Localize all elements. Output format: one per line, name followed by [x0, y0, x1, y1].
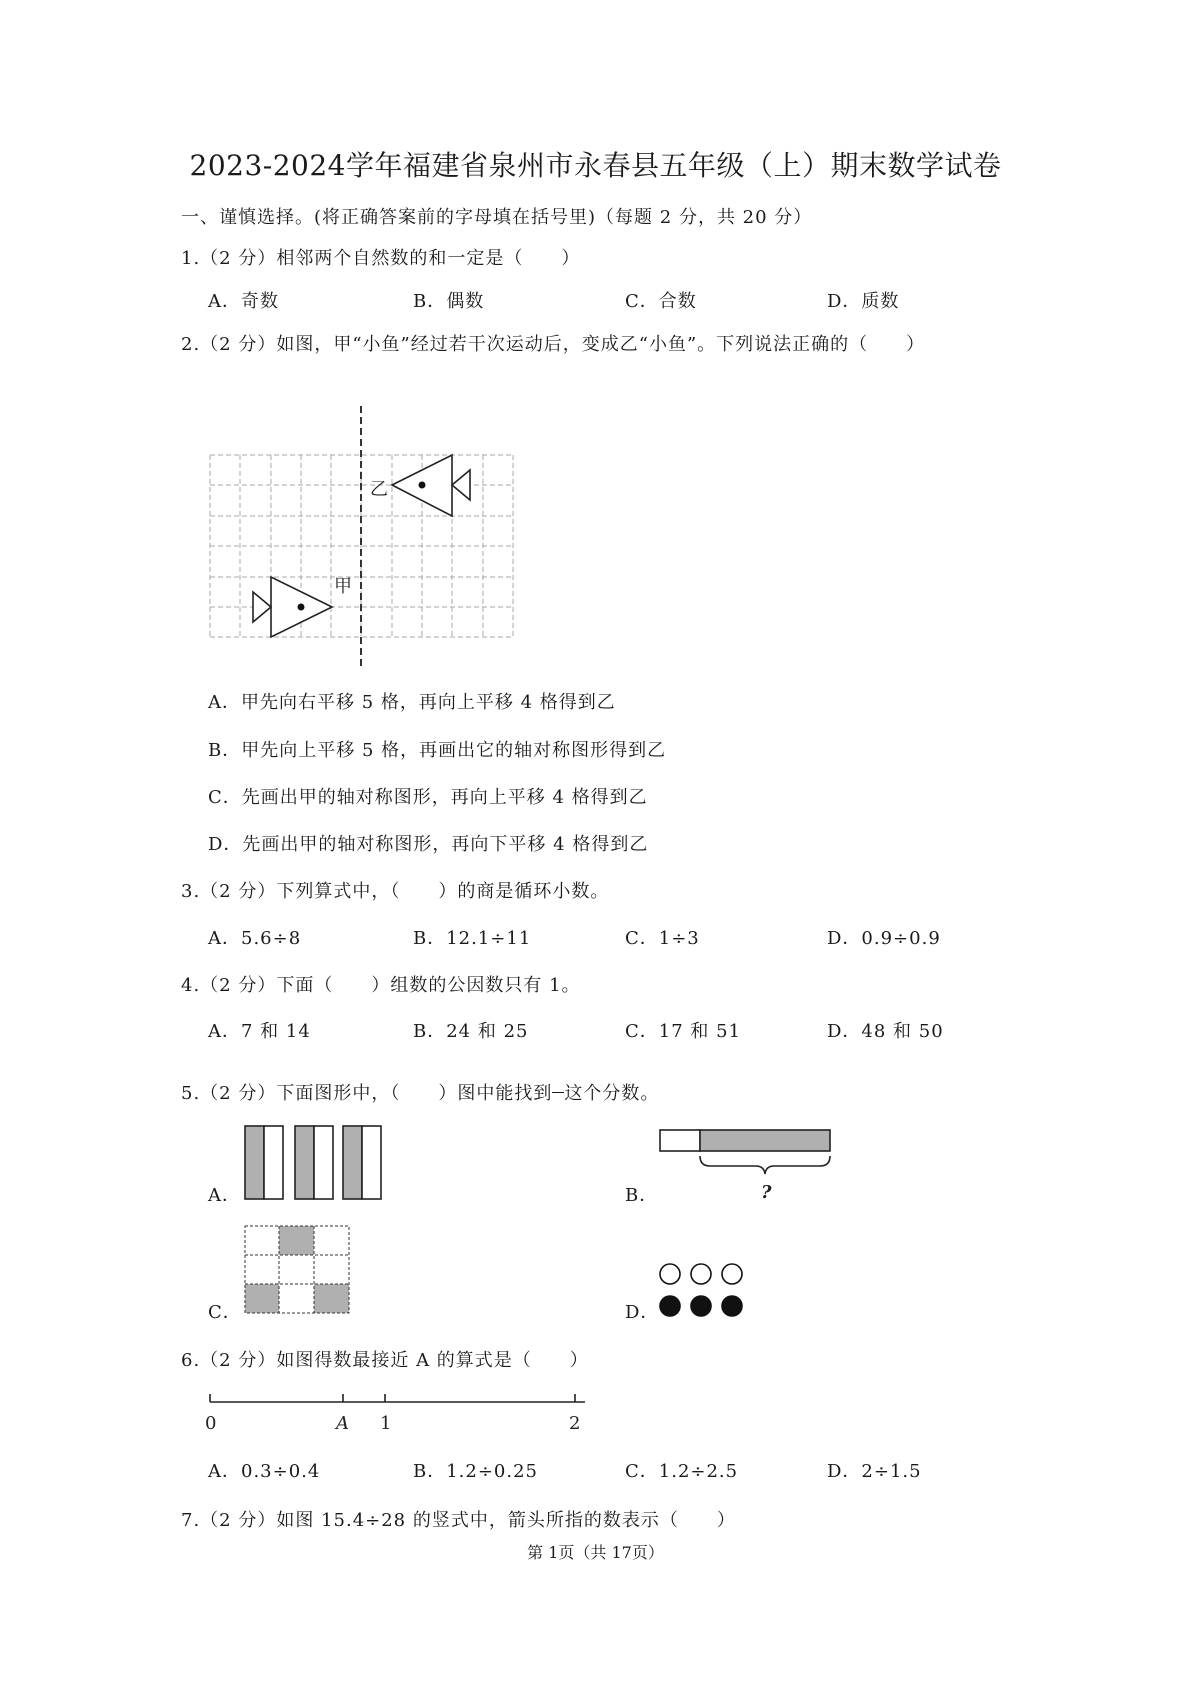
fish-yi-eye	[419, 482, 426, 489]
q1-option-b[interactable]: B．偶数	[413, 291, 485, 312]
label-yi: 乙	[370, 479, 388, 500]
q5-stem-after: 这个分数。	[564, 1083, 660, 1104]
question-7-stem: 7.（2 分）如图 15.4÷28 的竖式中，箭头所指的数表示（ ）	[181, 1510, 736, 1531]
q4-option-a[interactable]: A．7 和 14	[208, 1021, 311, 1042]
section-heading: 一、谨慎选择。(将正确答案前的字母填在括号里)（每题 2 分，共 20 分）	[181, 207, 813, 228]
q5-figure-a	[243, 1124, 383, 1202]
q3-option-c[interactable]: C．1÷3	[625, 928, 700, 949]
q1-option-d[interactable]: D．质数	[827, 291, 900, 312]
q3-option-a[interactable]: A．5.6÷8	[208, 928, 302, 949]
circle-empty-icon	[660, 1264, 680, 1284]
question-3-stem: 3.（2 分）下列算式中，（ ）的商是循环小数。	[181, 881, 610, 902]
question-5-stem	[181, 1079, 659, 1105]
q4-option-d[interactable]: D．48 和 50	[827, 1021, 944, 1042]
circle-empty-icon	[722, 1264, 742, 1284]
q5-stem-before: 5.（2 分）下面图形中，（ ）图中能找到	[181, 1083, 553, 1104]
q3-option-d[interactable]: D．0.9÷0.9	[827, 928, 941, 949]
q1-option-c[interactable]: C．合数	[625, 291, 697, 312]
question-4-stem: 4.（2 分）下面（ ）组数的公因数只有 1。	[181, 975, 581, 996]
q6-option-d[interactable]: D．2÷1.5	[827, 1461, 922, 1482]
q6-option-c[interactable]: C．1.2÷2.5	[625, 1461, 739, 1482]
q3-option-b[interactable]: B．12.1÷11	[413, 928, 532, 949]
question-mark: ?	[761, 1182, 772, 1203]
page-footer: 第 1页（共 17页）	[527, 1543, 664, 1562]
q4-option-c[interactable]: C．17 和 51	[625, 1021, 742, 1042]
q2-option-c[interactable]: C．先画出甲的轴对称图形，再向上平移 4 格得到乙	[208, 787, 648, 808]
q2-option-d[interactable]: D．先画出甲的轴对称图形，再向下平移 4 格得到乙	[208, 834, 649, 855]
fish-grid-figure	[200, 400, 540, 672]
q6-option-a[interactable]: A．0.3÷0.4	[208, 1461, 321, 1482]
q5-option-b-label[interactable]: B．	[625, 1185, 659, 1206]
axis-label-1: 1	[380, 1413, 392, 1434]
axis-label-a: A	[336, 1413, 349, 1434]
q5-option-c-label[interactable]: C．	[208, 1302, 242, 1323]
q6-option-b[interactable]: B．1.2÷0.25	[413, 1461, 539, 1482]
fraction-icon	[552, 1092, 564, 1093]
q2-option-a[interactable]: A．甲先向右平移 5 格，再向上平移 4 格得到乙	[208, 692, 616, 713]
fish-jia	[253, 577, 332, 637]
q4-option-b[interactable]: B．24 和 25	[413, 1021, 529, 1042]
circle-filled-icon	[722, 1296, 742, 1316]
page-title: 2023-2024学年福建省泉州市永春县五年级（上）期末数学试卷	[189, 149, 1002, 182]
label-jia: 甲	[334, 576, 352, 597]
q2-option-b[interactable]: B．甲先向上平移 5 格，再画出它的轴对称图形得到乙	[208, 740, 667, 761]
question-2-stem: 2.（2 分）如图，甲“小鱼”经过若干次运动后，变成乙“小鱼”。下列说法正确的（ ）	[181, 334, 926, 355]
circle-empty-icon	[691, 1264, 711, 1284]
fish-yi	[392, 455, 470, 516]
question-6-stem: 6.（2 分）如图得数最接近 A 的算式是（ ）	[181, 1350, 589, 1371]
question-1-stem: 1.（2 分）相邻两个自然数的和一定是（ ）	[181, 248, 581, 269]
q5-option-d-label[interactable]: D．	[625, 1302, 660, 1323]
axis-label-2: 2	[569, 1413, 581, 1434]
q5-figure-d	[658, 1262, 748, 1322]
circle-filled-icon	[691, 1296, 711, 1316]
q5-option-a-label[interactable]: A．	[208, 1185, 241, 1206]
number-line	[200, 1385, 600, 1435]
circle-filled-icon	[660, 1296, 680, 1316]
axis-label-0: 0	[205, 1413, 217, 1434]
brace-icon	[700, 1156, 830, 1174]
q1-option-a[interactable]: A．奇数	[208, 291, 279, 312]
q5-figure-c	[243, 1224, 351, 1316]
q5-figure-b	[658, 1128, 838, 1204]
fish-jia-eye	[298, 604, 305, 611]
